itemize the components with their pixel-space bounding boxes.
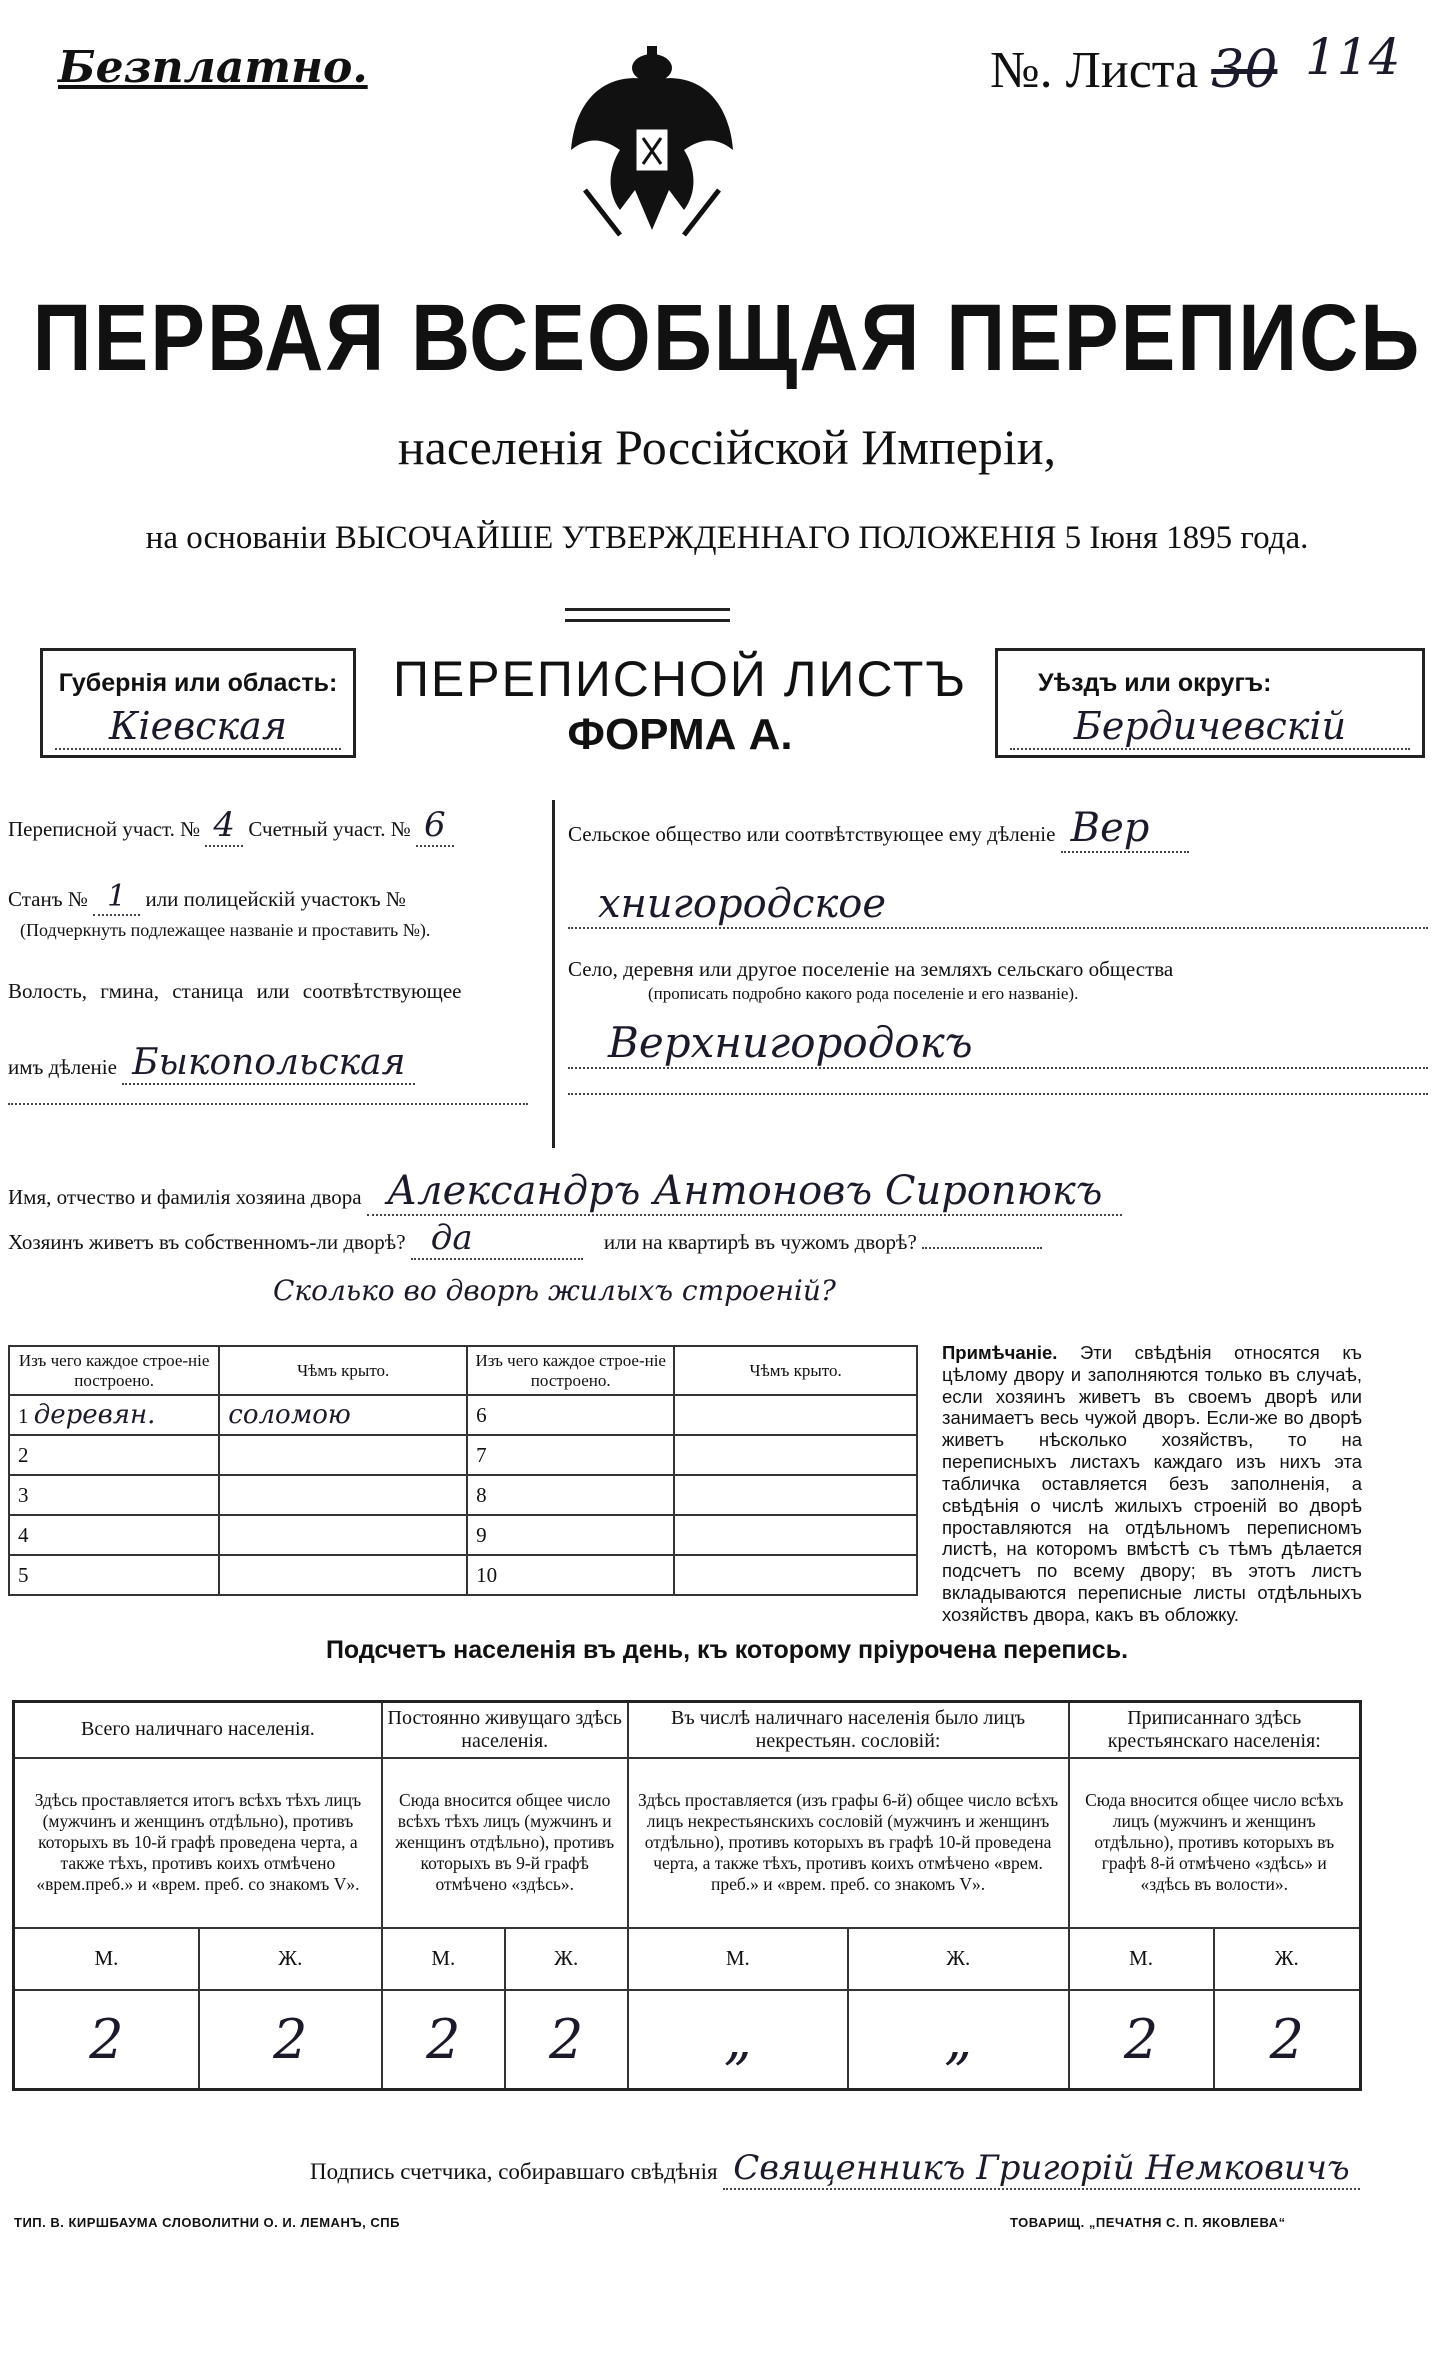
owner-name-value: Александръ Антоновъ Сиропюкъ <box>367 1168 1123 1216</box>
village-extra-line <box>568 1093 1428 1095</box>
cell-material: 6 <box>467 1395 674 1435</box>
pop-head-total: Всего наличнаго населенія. <box>14 1702 382 1758</box>
pop-desc-total: Здѣсь проставляется итогъ всѣхъ тѣхъ лицъ (мужчинъ и женщинъ отдѣльно), противъ которыхъ въ 10-й графѣ проведена черта, а также тѣхъ, противъ коихъ отмѣчено «врем.преб.» и «врем. преб. со знакомъ V». <box>14 1758 382 1928</box>
free-label: Безплатно. <box>58 42 368 93</box>
sheet-number <box>990 40 1277 100</box>
table-row <box>9 1395 917 1435</box>
form-title: ПЕРЕПИСНОЙ ЛИСТЪ <box>392 651 968 707</box>
cell-roof <box>674 1395 917 1435</box>
population-values-row <box>14 1990 1361 2090</box>
cell-material: 1 деревян. <box>9 1395 219 1435</box>
cell-roof <box>219 1435 467 1475</box>
volost-row <box>8 1042 543 1083</box>
left-fields <box>8 805 543 1105</box>
owner-rent-label: или на квартирѣ въ чужомъ дворѣ? <box>603 1230 917 1254</box>
buildings-header-row <box>9 1346 917 1395</box>
stan-label: Станъ № <box>8 887 88 911</box>
guberniya-box <box>40 648 356 758</box>
uezd-value: Бердичевскій <box>1010 704 1410 750</box>
stan-note: (Подчеркнуть подлежащее названіе и проставить №). <box>20 920 431 940</box>
perepisnoy-row <box>8 805 543 857</box>
table-row <box>9 1475 917 1515</box>
footer-right: ТОВАРИЩ. „ПЕЧАТНЯ С. П. ЯКОВЛЕВА“ <box>1010 2215 1286 2230</box>
cell-roof <box>674 1555 917 1595</box>
col-material-left: Изъ чего каждое строе-ніе построено. <box>9 1346 219 1395</box>
village-value: Верхнигородокъ <box>568 1018 1428 1069</box>
cell-material: 5 <box>9 1555 219 1595</box>
f-label: Ж. <box>505 1928 628 1990</box>
peasant-m-value: 2 <box>1069 1990 1214 2090</box>
stan-rest: или полицейскій участокъ № <box>145 887 406 911</box>
volost-extra-line <box>8 1103 528 1105</box>
footer-left: ТИП. В. КИРШБАУМА СЛОВОЛИТНИ О. И. ЛЕМАНЪ, СПБ <box>14 2215 400 2230</box>
subtitle: населенія Россійской Имперіи, <box>397 419 1057 475</box>
note-text: Эти свѣдѣнія относятся къ цѣлому двору и заполняются только въ случаѣ, если хозяинъ живетъ въ своемъ дворѣ или занимаетъ весь чужой дворъ. Если-же во дворѣ живетъ нѣсколько хозяйствъ, то на переписныхъ листахъ каждаго изъ нихъ эта табличка оставляется безъ заполненія, а свѣдѣнія о числѣ жилыхъ строеній во дворѣ проставляются на отдѣльномъ переписномъ листѣ, на которомъ вмѣстѣ съ тѣмъ дѣлается подсчетъ по всему двору; въ этотъ листъ вкладываются переписные листы отдѣльныхъ хозяйствъ двора, какъ въ обложку. <box>942 1342 1362 1625</box>
f-label: Ж. <box>1214 1928 1361 1990</box>
cell-material: 2 <box>9 1435 219 1475</box>
imperial-eagle-emblem <box>565 40 740 245</box>
signature-label: Подпись счетчика, собиравшаго свѣдѣнія <box>310 2159 718 2184</box>
pop-head-permanent: Постоянно живущаго здѣсь населенія. <box>382 1702 628 1758</box>
m-label: М. <box>628 1928 848 1990</box>
owner-section <box>8 1168 1438 1307</box>
f-label: Ж. <box>199 1928 382 1990</box>
cell-material: 7 <box>467 1435 674 1475</box>
population-title: Подсчетъ населенія въ день, къ которому пріурочена перепись. <box>325 1636 1129 1664</box>
note-block <box>942 1342 1362 1626</box>
society-value1: Вер <box>1061 805 1190 853</box>
sheet-number-label: №. Листа <box>990 42 1199 99</box>
cell-roof: соломою <box>219 1395 467 1435</box>
population-desc-row <box>14 1758 1361 1928</box>
cell-roof <box>674 1515 917 1555</box>
owner-own-label: Хозяинъ живетъ въ собственномъ-ли дворѣ? <box>8 1230 406 1254</box>
f-label: Ж. <box>848 1928 1068 1990</box>
owner-own-value: да <box>411 1218 583 1260</box>
total-f-value: 2 <box>199 1990 382 2090</box>
cell-material: 8 <box>467 1475 674 1515</box>
note-head: Примѣчаніе. <box>942 1342 1058 1363</box>
main-title: ПЕРВАЯ ВСЕОБЩАЯ ПЕРЕПИСЬ <box>32 286 1422 391</box>
buildings-count-label: Сколько во дворѣ жилыхъ строеній? <box>273 1274 836 1307</box>
population-mf-row <box>14 1928 1361 1990</box>
cell-roof <box>674 1475 917 1515</box>
form-subtitle: ФОРМА А. <box>567 710 793 759</box>
uezd-box <box>995 648 1425 758</box>
col-roof-right: Чѣмъ крыто. <box>674 1346 917 1395</box>
population-head-row <box>14 1702 1361 1758</box>
pop-head-peasant: Приписаннаго здѣсь крестьянскаго населенія: <box>1069 1702 1361 1758</box>
cell-material: 3 <box>9 1475 219 1515</box>
peasant-f-value: 2 <box>1214 1990 1361 2090</box>
total-m-value: 2 <box>14 1990 199 2090</box>
nonpeasant-f-value: „ <box>848 1990 1068 2090</box>
fields-divider <box>552 800 555 1148</box>
right-fields <box>568 805 1428 1095</box>
population-table <box>12 1700 1362 2091</box>
m-label: М. <box>1069 1928 1214 1990</box>
stan-value: 1 <box>93 879 140 916</box>
owner-rent-value <box>922 1247 1042 1249</box>
signature-row <box>310 2148 1430 2188</box>
ornament-divider <box>565 608 730 622</box>
village-note: (прописать подробно какого рода поселеніе и его названіе). <box>648 984 1079 1003</box>
perepisnoy-value: 4 <box>205 805 243 847</box>
table-row <box>9 1435 917 1475</box>
sheet-number-struck: 30 <box>1211 40 1278 100</box>
pop-desc-nonpeasant: Здѣсь проставляется (изъ графы 6-й) общее число всѣхъ лицъ некрестьянскихъ сословій (мужчинъ и женщинъ отдѣльно), противъ которыхъ въ графѣ 10-й проведена черта, а также тѣхъ, противъ коихъ отмѣчено «врем. преб.» и «врем. преб. со знакомъ V». <box>628 1758 1069 1928</box>
nonpeasant-m-value: „ <box>628 1990 848 2090</box>
basis-line: на основаніи ВЫСОЧАЙШЕ УТВЕРЖДЕННАГО ПОЛОЖЕНІЯ 5 Іюня 1895 года. <box>145 520 1309 556</box>
society-row <box>568 805 1428 857</box>
cell-material: 10 <box>467 1555 674 1595</box>
cell-roof <box>674 1435 917 1475</box>
society-value2: хнигородское <box>568 881 1428 929</box>
owner-name-row <box>8 1168 1438 1214</box>
cell-material: 9 <box>467 1515 674 1555</box>
pop-desc-peasant: Сюда вносится общее число всѣхъ лицъ (мужчинъ и женщинъ отдѣльно), противъ которыхъ въ графѣ 8-й отмѣчено «здѣсь» и «здѣсь въ волости». <box>1069 1758 1361 1928</box>
volost-value: Быкопольская <box>122 1042 415 1085</box>
m-label: М. <box>14 1928 199 1990</box>
col-material-right: Изъ чего каждое строе-ніе построено. <box>467 1346 674 1395</box>
stan-row <box>8 879 543 914</box>
guberniya-label: Губернія или область: <box>58 669 338 697</box>
schetny-value: 6 <box>416 805 454 847</box>
permanent-f-value: 2 <box>505 1990 628 2090</box>
signature-value: Священникъ Григорій Немковичъ <box>723 2148 1359 2190</box>
owner-own-row <box>8 1218 1438 1258</box>
col-roof-left: Чѣмъ крыто. <box>219 1346 467 1395</box>
society-label: Сельское общество или соотвѣтствующее ему дѣленіе <box>568 822 1056 846</box>
volost-label2: имъ дѣленіе <box>8 1055 117 1079</box>
pop-head-nonpeasant: Въ числѣ наличнаго населенія было лицъ некрестьян. сословій: <box>628 1702 1069 1758</box>
perepisnoy-label: Переписной участ. № <box>8 817 201 841</box>
buildings-table <box>8 1345 918 1596</box>
m-label: М. <box>382 1928 505 1990</box>
uezd-label: Уѣздъ или округъ: <box>1038 669 1272 697</box>
owner-name-label: Имя, отчество и фамилія хозяина двора <box>8 1185 362 1209</box>
village-label: Село, деревня или другое поселеніе на земляхъ сельскаго общества <box>568 957 1174 981</box>
sheet-number-handwritten: 114 <box>1305 28 1401 86</box>
cell-roof <box>219 1555 467 1595</box>
permanent-m-value: 2 <box>382 1990 505 2090</box>
pop-desc-permanent: Сюда вносится общее число всѣхъ тѣхъ лицъ (мужчинъ и женщинъ отдѣльно), противъ которыхъ въ 9-й графѣ отмѣчено «здѣсь». <box>382 1758 628 1928</box>
cell-material: 4 <box>9 1515 219 1555</box>
cell-roof <box>219 1515 467 1555</box>
cell-roof <box>219 1475 467 1515</box>
guberniya-value: Кіевская <box>55 704 341 750</box>
table-row <box>9 1555 917 1595</box>
table-row <box>9 1515 917 1555</box>
schetny-label: Счетный участ. № <box>248 817 411 841</box>
volost-label: Волость, гмина, станица или соотвѣтствующее <box>8 979 462 1003</box>
